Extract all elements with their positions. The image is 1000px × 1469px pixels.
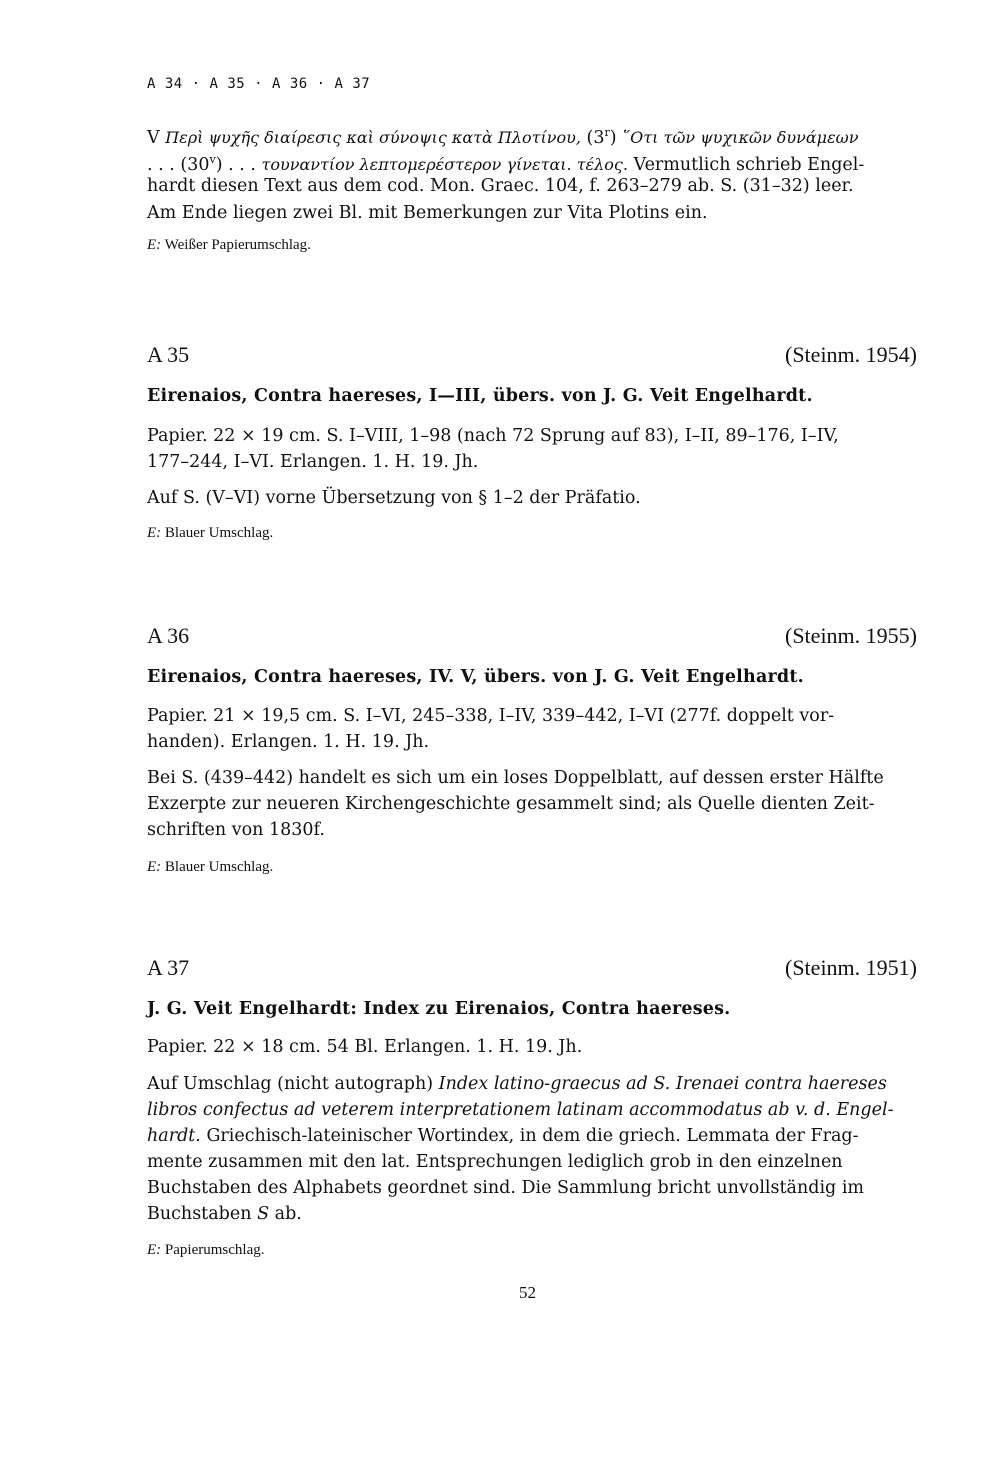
entry-a37-note-5: Buchstaben des Alphabets geordnet sind. Die Sammlung bricht unvollständig im [147,1178,865,1198]
entry-a37-binding: E: Papierumschlag. [147,1242,265,1258]
running-head: A 34 · A 35 · A 36 · A 37 [147,76,371,92]
intro-line-3: hardt diesen Text aus dem cod. Mon. Graec. 104, f. 263–279 ab. S. (31–32) leer. [147,176,854,196]
greek-text-3: τουναντίον λεπτομερέστερον γίνεται. τέλος. [261,154,628,174]
page-number: 52 [519,1283,536,1302]
entry-a35-binding: E: Blauer Umschlag. [147,525,274,541]
entry-a37-desc-1: Papier. 22 × 18 cm. 54 Bl. Erlangen. 1. H. 19. Jh. [147,1037,583,1057]
entry-a36-desc-1: Papier. 21 × 19,5 cm. S. I–VI, 245–338, I–IV, 339–442, I–VI (277f. doppelt vor- [147,706,835,726]
entry-a36-desc-2: handen). Erlangen. 1. H. 19. Jh. [147,732,430,752]
greek-text-1: Περὶ ψυχῆς διαίρεσις καὶ σύνοψις κατὰ Πλοτίνου, [165,127,581,147]
entry-a36-header [147,623,917,649]
entry-a35-desc-1: Papier. 22 × 19 cm. S. I–VIII, 1–98 (nach 72 Sprung auf 83), I–II, 89–176, I–IV, [147,426,839,446]
entry-id: A 35 [147,342,190,367]
entry-a36-binding: E: Blauer Umschlag. [147,859,274,875]
steinm-ref: (Steinm. 1954) [785,342,917,367]
intro-line-4: Am Ende liegen zwei Bl. mit Bemerkungen zur Vita Plotins ein. [147,203,708,223]
greek-text-2: ῞Οτι τῶν ψυχικῶν δυνάμεων [622,127,859,147]
entry-a37-note-2: libros confectus ad veterem interpretationem latinam accommodatus ab v. d. Engel- [147,1100,894,1120]
entry-a37-note-3: hardt. Griechisch-lateinischer Wortindex, in dem die griech. Lemmata der Frag- [147,1126,859,1146]
entry-a35-title: Eirenaios, Contra haereses, I—III, übers. von J. G. Veit Engelhardt. [147,386,813,406]
intro-line-2: . . . (30$^v$) . . . τουναντίον λεπτομερέστερον γίνεται. τέλος. Vermutlich schrieb Engel- [147,153,865,175]
entry-id: A 37 [147,955,190,980]
entry-a37-note-4: mente zusammen mit den lat. Entsprechungen lediglich grob in den einzelnen [147,1152,843,1172]
entry-a37-header [147,955,917,981]
entry-a35-desc-2: 177–244, I–VI. Erlangen. 1. H. 19. Jh. [147,452,479,472]
entry-a36-note-1: Bei S. (439–442) handelt es sich um ein loses Doppelblatt, auf dessen erster Hälfte [147,768,884,788]
entry-a36-title: Eirenaios, Contra haereses, IV. V, übers. von J. G. Veit Engelhardt. [147,667,804,687]
steinm-ref: (Steinm. 1955) [785,623,917,648]
intro-rest: Vermutlich schrieb Engel- [633,154,865,175]
intro-lead: V [147,127,160,148]
entry-a35-header [147,342,917,368]
entry-a36-note-2: Exzerpte zur neueren Kirchengeschichte gesammelt sind; als Quelle dienten Zeit- [147,794,875,814]
entry-id: A 36 [147,623,190,648]
entry-a36-note-3: schriften von 1830f. [147,820,325,840]
entry-a35-note: Auf S. (V–VI) vorne Übersetzung von § 1–2 der Präfatio. [147,488,641,508]
entry-a37-note-1: Auf Umschlag (nicht autograph) Index latino-graecus ad S. Irenaei contra haereses [147,1074,887,1094]
steinm-ref: (Steinm. 1951) [785,955,917,980]
entry-a37-note-6: Buchstaben S ab. [147,1204,302,1224]
folio-1: (3$^r$) [586,126,617,148]
entry-a37-title: J. G. Veit Engelhardt: Index zu Eirenaios, Contra haereses. [147,999,731,1019]
intro-binding: E: Weißer Papierumschlag. [147,237,311,253]
